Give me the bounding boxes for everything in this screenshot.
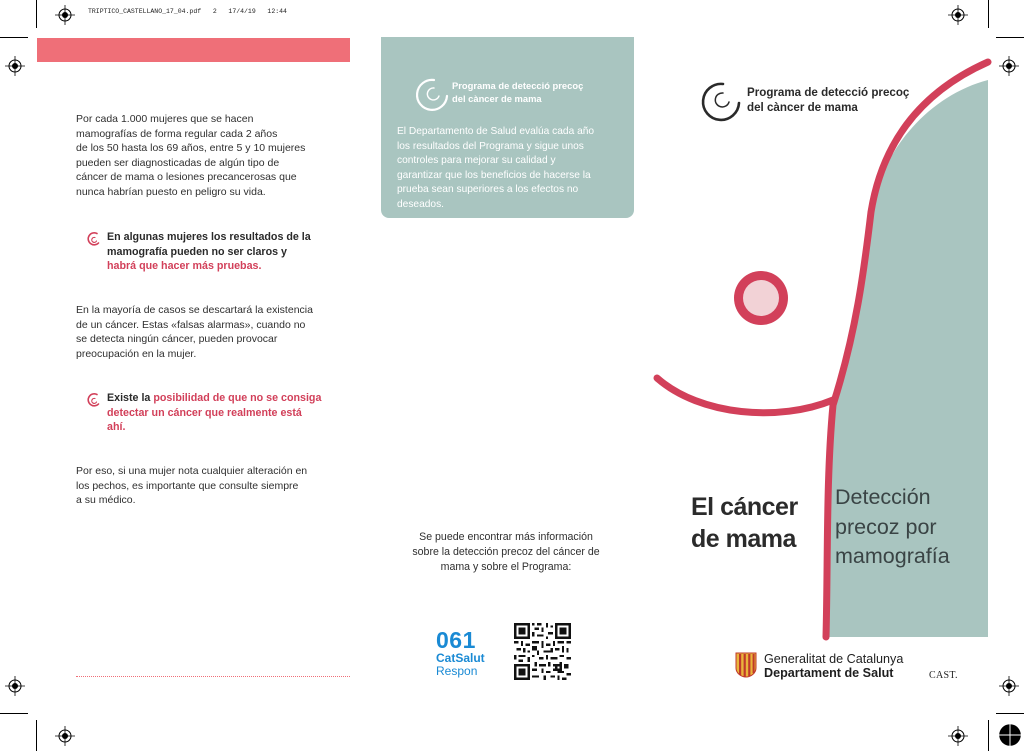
crescent-icon bbox=[86, 392, 102, 408]
registration-mark-icon bbox=[55, 726, 75, 746]
trim-mark bbox=[996, 713, 1024, 714]
cover-title bbox=[691, 491, 798, 555]
program-title bbox=[452, 80, 583, 105]
department-line: Departament de Salut bbox=[764, 665, 894, 680]
text-line: pueden ser diagnosticadas de algún tipo de bbox=[76, 156, 280, 169]
highlight-text: habrá que hacer más pruebas. bbox=[107, 260, 262, 273]
text-line: controles para mejorar su calidad y bbox=[397, 155, 556, 166]
catsalut-logo[interactable] bbox=[436, 628, 485, 678]
program-logo-icon bbox=[411, 74, 451, 114]
text-line: mamografía bbox=[835, 544, 950, 568]
generalitat-shield-icon bbox=[735, 652, 757, 678]
highlight-text: ahí. bbox=[107, 421, 126, 434]
brand-number: 061 bbox=[436, 627, 476, 653]
registration-mark-icon bbox=[948, 5, 968, 25]
text-line: de un cáncer. Estas «falsas alarmas», cuando no bbox=[76, 318, 306, 331]
trim-mark bbox=[996, 37, 1024, 38]
text-line: garantizar que los beneficios de hacerse la bbox=[397, 169, 591, 181]
callout-unclear-results bbox=[107, 230, 311, 274]
text-line: En la mayoría de casos se descartará la existencia bbox=[76, 304, 313, 316]
registration-mark-icon bbox=[55, 5, 75, 25]
trim-mark bbox=[0, 713, 28, 714]
text-line: del càncer de mama bbox=[747, 101, 858, 114]
text-line: Por eso, si una mujer nota cualquier alteración en bbox=[76, 465, 308, 477]
registration-mark-icon bbox=[5, 56, 25, 76]
qr-code-icon[interactable] bbox=[514, 623, 571, 680]
dotted-divider bbox=[76, 676, 350, 677]
text-line: de los 50 hasta los 69 años, entre 5 y 10 mujeres bbox=[76, 142, 306, 155]
text-line: mama y sobre el Programa: bbox=[440, 561, 572, 573]
print-slug: TRIPTICO_CASTELLANO_17_04.pdf 2 17/4/19 12:44 bbox=[88, 8, 287, 15]
text-line: El Departamento de Salud evalúa cada año bbox=[397, 126, 595, 137]
crescent-icon bbox=[86, 231, 102, 247]
cover-program-title bbox=[747, 85, 909, 115]
consult-paragraph bbox=[76, 464, 307, 508]
text-line: Programa de detecció precoç bbox=[747, 86, 910, 99]
text-line: Por cada 1.000 mujeres que se hacen bbox=[76, 113, 254, 125]
text-line: se detecta ningún cáncer, pueden provocar bbox=[76, 333, 278, 346]
more-info-text bbox=[392, 530, 620, 575]
text-span: Existe la bbox=[107, 392, 154, 404]
cover-subtitle bbox=[835, 483, 950, 572]
text-line: prueba sean superiores a los efectos no bbox=[397, 184, 579, 195]
text-line: nunca habrían puesto en peligro su vida. bbox=[76, 185, 266, 198]
registration-mark-icon bbox=[5, 676, 25, 696]
trim-mark bbox=[36, 0, 37, 28]
false-alarm-paragraph bbox=[76, 303, 313, 361]
text-line: a su médico. bbox=[76, 494, 136, 507]
gov-line: Generalitat de Catalunya bbox=[764, 652, 904, 666]
evaluation-text bbox=[397, 125, 625, 212]
trim-mark bbox=[36, 720, 37, 751]
text-line: En algunas mujeres los resultados de la bbox=[107, 231, 311, 243]
text-line: del càncer de mama bbox=[452, 92, 542, 104]
text-line: Detección bbox=[835, 485, 931, 509]
generalitat-logo-text bbox=[764, 653, 903, 680]
text-line: deseados. bbox=[397, 198, 445, 210]
trim-mark bbox=[988, 0, 989, 28]
header-band bbox=[37, 38, 350, 62]
program-logo-icon bbox=[697, 78, 743, 124]
text-line: de mama bbox=[691, 525, 796, 553]
text-line: El cáncer bbox=[691, 493, 798, 521]
language-code: CAST. bbox=[929, 670, 958, 681]
intro-paragraph bbox=[76, 112, 305, 200]
text-line: sobre la detección precoz del cáncer de bbox=[412, 546, 600, 558]
text-line: los resultados del Programa y sigue unos bbox=[397, 140, 584, 152]
trim-mark bbox=[988, 720, 989, 751]
brand-name: CatSalut bbox=[436, 651, 485, 665]
text-line: preocupación en la mujer. bbox=[76, 347, 197, 360]
text-line: mamografías de forma regular cada 2 años bbox=[76, 127, 278, 140]
text-line: Se puede encontrar más información bbox=[419, 531, 593, 543]
highlight-text: detectar un cáncer que realmente está bbox=[107, 406, 302, 419]
text-line: cáncer de mama o lesiones precancerosas que bbox=[76, 171, 297, 184]
brand-sub: Respon bbox=[436, 664, 478, 678]
registration-mark-icon bbox=[998, 723, 1022, 747]
text-line: Programa de detecció precoç bbox=[452, 80, 584, 91]
text-line: precoz por bbox=[835, 514, 937, 539]
registration-mark-icon bbox=[999, 56, 1019, 76]
registration-mark-icon bbox=[948, 726, 968, 746]
dotted-divider bbox=[37, 60, 350, 61]
text-line: mamografía pueden no ser claros y bbox=[107, 245, 287, 258]
text-line: los pechos, es importante que consulte siempre bbox=[76, 479, 299, 492]
trim-mark bbox=[0, 37, 28, 38]
callout-missed-cancer bbox=[107, 391, 321, 435]
registration-mark-icon bbox=[999, 676, 1019, 696]
highlight-text: posibilidad de que no se consiga bbox=[153, 392, 322, 404]
